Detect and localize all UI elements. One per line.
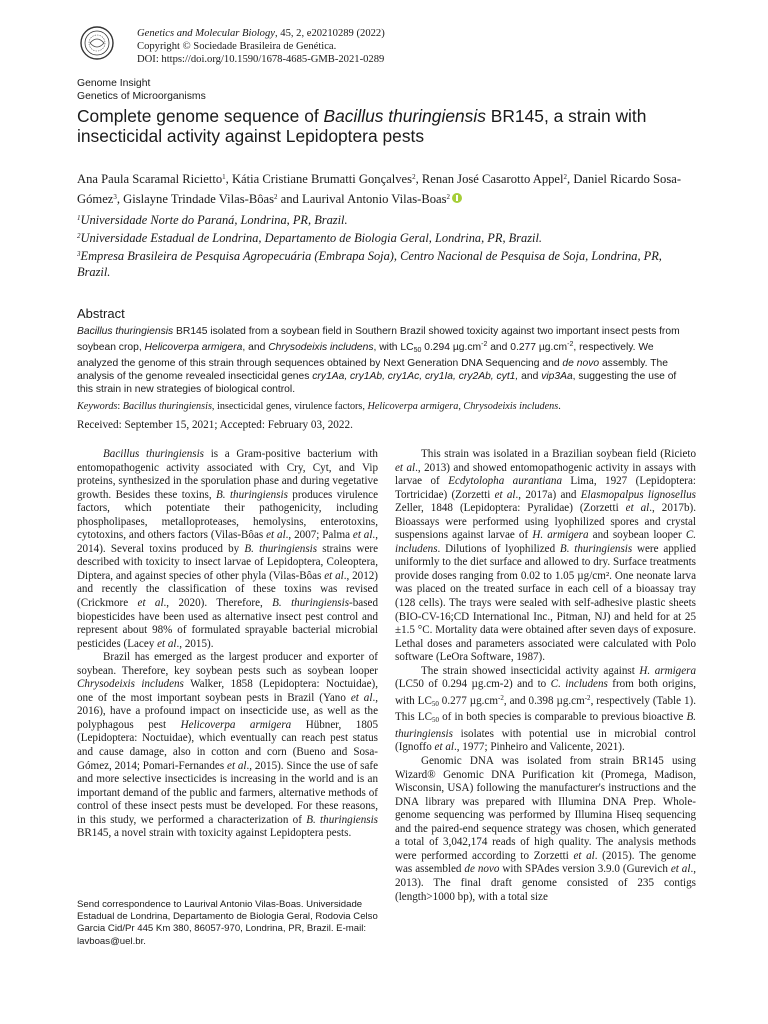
body-text: ., 2014). Several toxins produced by	[77, 529, 378, 555]
body-text: 0.277 µg.cm	[438, 694, 498, 707]
journal-copyright: Copyright © Sociedade Brasileira de Genética.	[137, 41, 337, 52]
author-name: , Renan José Casarotto Appel	[415, 172, 564, 186]
body-text: produces virulence factors, which potentiate their pathogenicity, including phospholipases, metalloproteases, hemolysins, enterotoxins, cytotoxins, and others factors (Vilas-Bôas	[77, 488, 379, 542]
emphasis: de novo	[464, 863, 500, 876]
et-al: et al	[350, 691, 373, 704]
et-al: et al	[395, 461, 416, 474]
abstract-heading: Abstract	[77, 306, 125, 321]
body-text: Lima, 1927 (Lepidoptera: Tortricidae) (Zorzetti	[395, 475, 697, 501]
species-name: H. armigera	[532, 529, 589, 542]
species-name: H. armigera	[639, 664, 696, 677]
abstract-text: BR145 isolated from a soybean field in Southern Brazil showed toxicity against two important insect pests from soybean crop,	[77, 326, 680, 353]
author-affiliation-ref: 2	[412, 173, 416, 181]
species-name: Bacillus thuringiensis	[103, 448, 204, 460]
affiliation-number: 2	[77, 232, 81, 240]
subscript: 50	[432, 716, 440, 725]
journal-meta	[137, 27, 385, 66]
journal-doi-link[interactable]: DOI: https://doi.org/10.1590/1678-4685-GMB-2021-0289	[137, 54, 385, 65]
body-text: ., 2015). Since the use of safe and more selective insecticides is increasing in the world and is an important demand of the public and farmers, alternative methods of control of these insect pests must be developed. For these reasons, in this study, we performed a characterization of	[77, 759, 378, 826]
author-name: and Laurival Antonio Vilas-Boas	[277, 192, 447, 206]
body-text: The strain showed insecticidal activity against	[421, 664, 640, 677]
species-name: Chrysodeixis includens	[268, 342, 374, 353]
species-name: B. thuringiensis	[272, 597, 350, 610]
body-text: Zeller, 1848 (Lepidoptera: Pyralidae) (Zorzetti	[395, 502, 626, 515]
body-text: ., 1977; Pinheiro and Valicente, 2021).	[453, 741, 625, 754]
abstract-text: , respectively. We analyzed the genome of this strain through sequences obtained by Next Generation DNA Sequencing and	[77, 342, 654, 369]
body-text: -based biopesticides have been used as alternative insect pest control and represent about 98% of formulated sprayable bacterial microbial pesticides (Lacey	[77, 597, 378, 650]
gene-names: cry1Aa, cry1Ab, cry1Ac, cry1Ia, cry2Ab, cyt1,	[312, 371, 519, 382]
author-affiliation-ref: 2	[274, 193, 278, 201]
article-title	[77, 106, 697, 146]
keyword-species: Chrysodeixis includens	[463, 401, 559, 412]
author-name: , Kátia Cristiane Brumatti Gonçalves	[225, 172, 413, 186]
article-category	[77, 77, 206, 103]
author-affiliation-ref: 2	[563, 173, 568, 181]
affiliation-number: 3	[77, 250, 81, 258]
author-affiliation-ref: 2	[446, 193, 451, 201]
body-text: (LC50 of 0.294 µg.cm-2) and to	[395, 678, 551, 691]
body-text: ., 2012) and recently the classification of these toxins was revised (Crickmore	[77, 569, 379, 610]
et-al: et al	[137, 597, 164, 610]
et-al: et al	[227, 759, 247, 772]
body-text: ., 2017a) and	[515, 488, 581, 501]
body-paragraph	[77, 651, 378, 841]
keyword-text: :	[117, 401, 123, 412]
abstract-text: assembly. The analysis of the genome revealed insecticidal genes	[77, 358, 668, 382]
species-name: Helicoverpa armigera	[180, 718, 292, 731]
body-text: Hübner, 1805 (Lepidoptera: Noctuidae), which eventually can reach pest status and cause damage, also in cotton and corn (Bueno and Sosa-Gómez, 2014; Pomari-Fernandes	[77, 718, 378, 772]
et-al: et al	[157, 637, 177, 650]
author-name: , Daniel Ricardo Sosa-Gómez	[77, 172, 682, 206]
keyword-species: Helicoverpa armigera	[367, 401, 459, 412]
journal-volume: , 45, 2, e20210289 (2022)	[274, 28, 385, 39]
superscript: -2	[584, 693, 591, 702]
author-name: Ana Paula Scaramal Ricietto	[77, 172, 223, 186]
body-text: This strain was isolated in a Brazilian soybean field (Ricieto	[421, 448, 696, 460]
received-dates: Received: September 15, 2021; Accepted: February 03, 2022.	[77, 419, 353, 431]
gene-names: vip3Aa	[541, 371, 573, 382]
body-text: with SPAdes version 3.9.0 (Gurevich	[499, 863, 671, 876]
et-al: et al	[494, 488, 516, 501]
body-text: BR145, a novel strain with toxicity against Lepidoptera pests.	[77, 827, 352, 840]
superscript: -2	[498, 693, 504, 702]
superscript: -2	[567, 341, 574, 348]
title-text: BR145, a strain with insecticidal activity against Lepidoptera pests	[77, 106, 647, 146]
body-text: ., 2015).	[176, 637, 214, 650]
title-text: Complete genome sequence of	[77, 106, 324, 126]
body-text: ., 2020). Therefore,	[163, 597, 273, 610]
body-column-left	[77, 448, 378, 841]
affiliation-number: 1	[77, 214, 81, 222]
et-al: et al	[573, 849, 595, 862]
abstract-text: 0.294 µg.cm	[421, 342, 482, 353]
correspondence-note: Send correspondence to Laurival Antonio Vilas-Boas. Universidade Estadual de Londrina, Departamento de Biologia Geral, Rodovia Celso Garcia Cid/Pr 445 Km 380, 86057-970, Londrina, PR, Brazil. E-mail: lavboas@uel.br.	[77, 899, 378, 947]
body-text: isolates with potential use in microbial control (Ignoffo	[395, 727, 696, 754]
species-name: Helicoverpa armigera	[144, 342, 243, 353]
author-affiliation-ref: 3	[113, 193, 117, 201]
affiliation-3	[77, 246, 697, 280]
affiliation-2	[77, 228, 697, 246]
species-name: B. thuringiensis	[216, 488, 288, 501]
body-text: ., 2016), have a profound impact on insecticide use, as well as the polyphagous pest	[77, 691, 378, 731]
et-al: et al	[352, 529, 373, 542]
species-name: B. thuringiensis	[306, 813, 378, 826]
et-al: et al	[324, 569, 344, 582]
body-text: is a Gram-positive bacterium with entomopathogenic activity associated with Cry, Cyt, and Vip proteins, synthesized in the sporulation phase and during vegetative growth. Besides these toxins,	[77, 448, 378, 501]
emphasis: de novo	[562, 358, 600, 369]
body-text: , respectively (Table 1). This LC	[395, 694, 696, 724]
affiliation-1	[77, 210, 697, 228]
body-text: Brazil has emerged as the largest producer and exporter of soybean. Therefore, key soybean pests such as soybean looper	[77, 651, 378, 677]
affiliation-text: Empresa Brasileira de Pesquisa Agropecuária (Embrapa Soja), Centro Nacional de Pesquisa de Soja, Londrina, PR, Brazil.	[77, 249, 662, 279]
sbg-seal-icon	[80, 26, 114, 60]
body-text: . (2015). The genome was assembled	[395, 849, 696, 876]
abstract-body	[77, 325, 693, 396]
author-list	[77, 168, 697, 208]
affiliation-list	[77, 210, 697, 280]
body-text: strains were described with toxicity to insect larvae of Lepidoptera, Coleoptera, Diptera, and against species of other phyla (Vilas-Bôas	[77, 542, 378, 582]
body-text: Genomic DNA was isolated from strain BR145 using Wizard® Genomic DNA Purification kit (Promega, Madison, Wisconsin, USA) following the manufacturer's instructions and the DNA library was prepared with Illumina DNA Prep. Whole-genome sequencing was performed by Illumina Hiseq sequencing and the paired-end sequence strategy was chosen, which generated a total of 3,042,174 reads of high quality. The analysis methods were performed according to Zorzetti	[395, 755, 696, 862]
subscript: 50	[431, 699, 439, 708]
journal-citation	[137, 27, 385, 40]
orcid-icon[interactable]	[452, 193, 462, 203]
keywords	[77, 400, 693, 413]
body-text: ., 2013). The final draft genome consisted of 235 contigs (length>1000 bp), with a total size	[395, 863, 696, 903]
abstract-text: , and	[242, 342, 269, 353]
keywords-label: Keywords	[77, 401, 118, 412]
body-text: and soybean looper	[588, 529, 686, 542]
et-al: et al	[266, 529, 286, 542]
affiliation-text: Universidade Norte do Paraná, Londrina, PR, Brazil.	[80, 213, 348, 227]
body-text: , and 0.398 µg.cm	[503, 694, 585, 707]
subscript: 50	[413, 347, 422, 354]
title-species: Bacillus thuringiensis	[323, 106, 486, 126]
species-name: B. thuringiensis	[395, 711, 696, 740]
body-text: ., 2013) and showed entomopathogenic activity in assays with larvae of	[395, 461, 696, 488]
body-paragraph	[395, 665, 696, 755]
body-paragraph	[77, 448, 378, 651]
abstract-text: and	[518, 371, 542, 382]
et-al: et al	[625, 502, 650, 515]
abstract-text: and 0.277 µg.cm	[487, 342, 568, 353]
et-al: et al	[670, 863, 691, 876]
abstract-text: , suggesting the use of this strain in new strategies of biological control.	[77, 371, 677, 395]
species-name: Chrysodeixis includens	[77, 678, 184, 691]
body-text: ., 2007; Palma	[285, 529, 353, 542]
keyword-text: ,	[458, 401, 464, 412]
species-name: Elasmopalpus lignosellus	[580, 488, 696, 501]
body-text: ., 2017b). Bioassays were performed using lyophilized spores and crystal suspensions against larvae of	[395, 502, 696, 542]
species-name: Ecdytolopha aurantiana	[448, 475, 562, 488]
affiliation-text: Universidade Estadual de Londrina, Departamento de Biologia Geral, Londrina, PR, Brazil.	[80, 231, 543, 245]
body-paragraph	[395, 448, 696, 665]
author-name: , Gislayne Trindade Vilas-Bôas	[116, 192, 275, 206]
et-al: et al	[434, 741, 454, 754]
body-paragraph	[395, 755, 696, 904]
journal-name: Genetics and Molecular Biology	[137, 28, 275, 39]
author-affiliation-ref: 1	[222, 173, 226, 181]
species-name: B. thuringiensis	[244, 542, 318, 555]
keyword-text: .	[558, 401, 561, 412]
body-text: Walker, 1858 (Lepidoptera: Noctuidae), one of the most important soybean pests in Brazil (Yano	[77, 678, 378, 704]
superscript: -2	[481, 341, 488, 348]
abstract-text: , with LC	[373, 342, 414, 353]
body-text: were applied uniformly to the diet surface and allowed to dry. Surface treatments provide doses ranging from 0.02 to 1.05 µg/cm². One neonate larva was placed on the treated surface in each cell of a bioassay tray (128 cells). The trays were sealed with self-adhesive plastic sheets (BIO-CV-16;CD International Inc., Pitman, NJ) and held for at 25 ±1.5 °C. Mortality data were obtained after seven days of exposure. Lethal doses and parameters associated were calculated with Polo software (LeOra Software, 1987).	[395, 542, 696, 664]
body-column-right	[395, 448, 696, 904]
body-text: from both origins, with LC	[395, 678, 697, 707]
species-name: Bacillus thuringiensis	[77, 326, 174, 337]
body-text: of in both species is comparable to previous bioactive	[439, 711, 687, 724]
body-text: . Dilutions of lyophilized	[437, 542, 560, 555]
species-name: C. includens	[395, 529, 696, 555]
species-name: C. includens	[550, 678, 608, 691]
category-subsection: Genetics of Microorganisms	[77, 91, 206, 102]
keyword-species: Bacillus thuringiensis	[122, 401, 212, 412]
category-section: Genome Insight	[77, 78, 151, 89]
species-name: B. thuringiensis	[559, 542, 633, 555]
keyword-text: , insecticidal genes, virulence factors,	[211, 401, 368, 412]
